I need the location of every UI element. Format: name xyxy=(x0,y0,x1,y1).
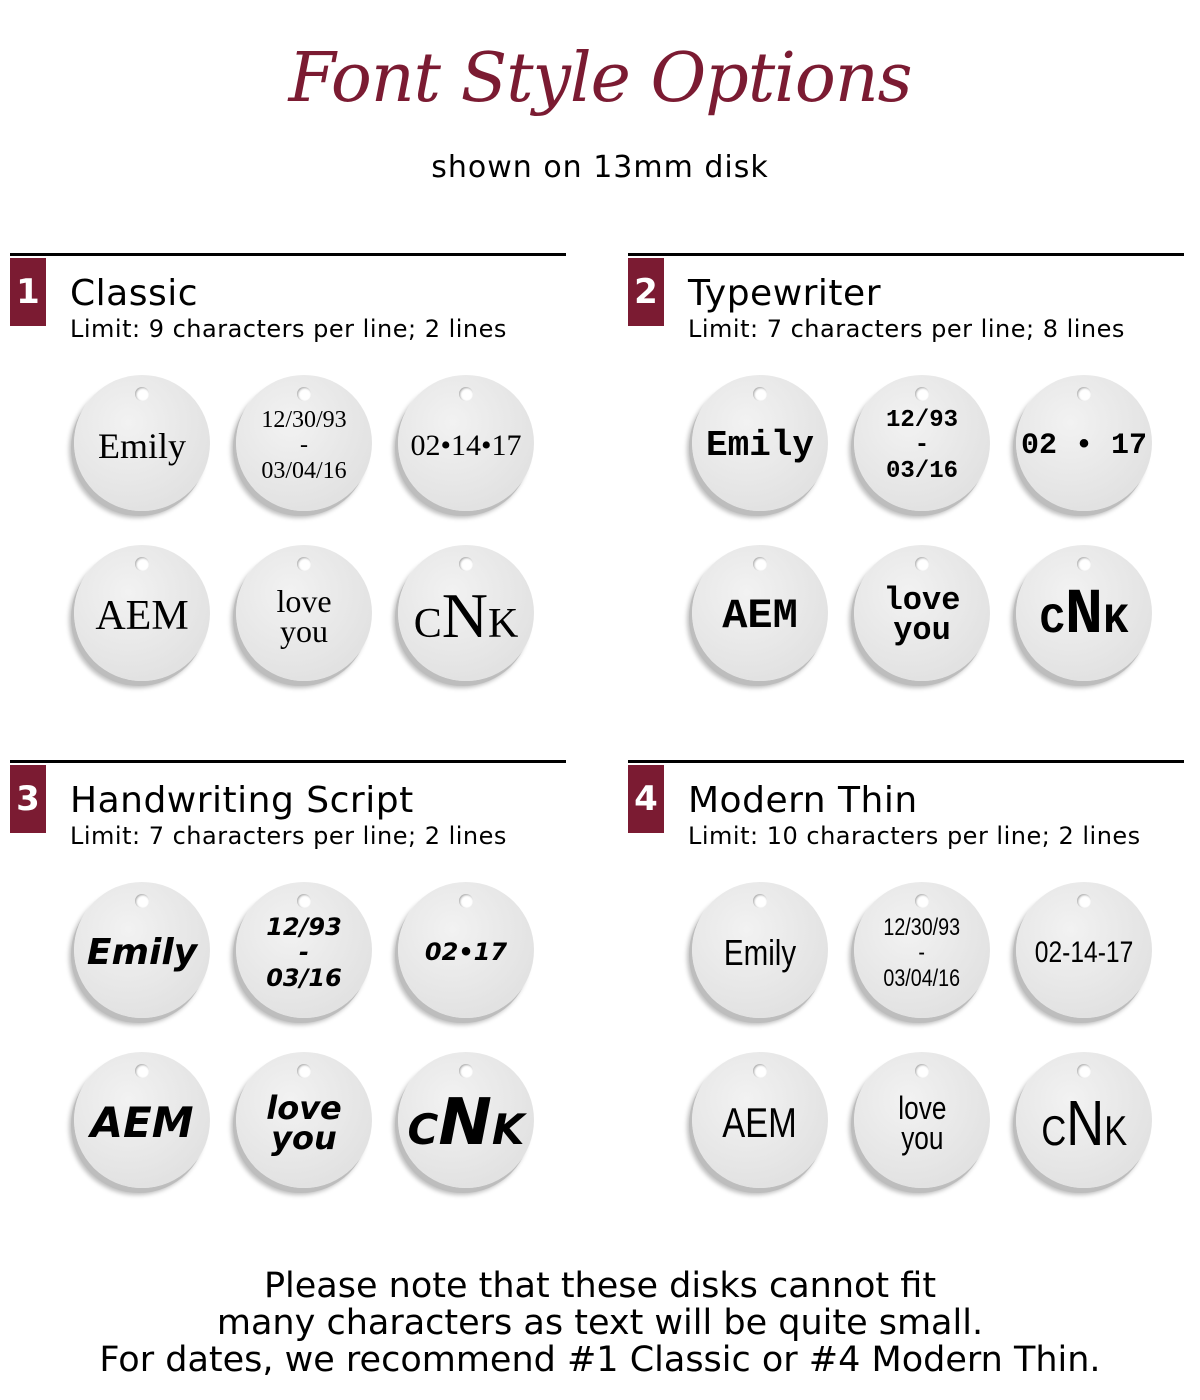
disk-text: 12/93 - 03/16 xyxy=(266,913,342,992)
section-limit: Limit: 7 characters per line; 8 lines xyxy=(688,315,1125,343)
disk-sample-short-date xyxy=(398,375,534,511)
disk-sample-short-date xyxy=(1016,882,1152,1018)
disk-sample-initials xyxy=(692,545,828,681)
monogram-letter: N xyxy=(441,580,488,651)
disk-hole xyxy=(1077,1064,1091,1078)
disk-samples xyxy=(692,375,1172,695)
font-section-handwriting-script xyxy=(10,760,570,1220)
disk-text: Emily xyxy=(86,932,198,973)
section-number: 3 xyxy=(10,765,46,833)
disk-text: love you xyxy=(897,1089,947,1156)
disk-text: AEM xyxy=(90,1098,194,1147)
disk-sample-initials xyxy=(74,545,210,681)
section-limit: Limit: 10 characters per line; 2 lines xyxy=(688,822,1141,850)
disk-hole xyxy=(297,387,311,401)
monogram-letter: K xyxy=(491,1105,525,1154)
disk-hole xyxy=(459,1064,473,1078)
section-number: 4 xyxy=(628,765,664,833)
disk-text: 02-14-17 xyxy=(1034,936,1134,969)
disk-sample-short-date xyxy=(1016,375,1152,511)
section-limit: Limit: 7 characters per line; 2 lines xyxy=(70,822,507,850)
disk-hole xyxy=(297,894,311,908)
section-number: 1 xyxy=(10,258,46,326)
disk-samples xyxy=(692,882,1172,1202)
section-title: Classic xyxy=(70,273,199,314)
disk-text: love you xyxy=(266,1088,342,1157)
page-title: Font Style Options xyxy=(288,39,912,118)
disk-sample-monogram xyxy=(1016,1052,1152,1188)
disk-hole xyxy=(753,387,767,401)
monogram xyxy=(1041,1087,1127,1159)
monogram-letter: N xyxy=(438,1086,492,1160)
disk-text: 12/30/93 - 03/04/16 xyxy=(883,914,961,992)
disk-hole xyxy=(915,1064,929,1078)
disk-sample-phrase xyxy=(236,545,372,681)
disk-text: Emily xyxy=(98,426,186,466)
disk-hole xyxy=(753,894,767,908)
monogram-letter: C xyxy=(1041,1107,1066,1154)
disk-hole xyxy=(459,387,473,401)
disk-sample-name xyxy=(692,375,828,511)
section-limit: Limit: 9 characters per line; 2 lines xyxy=(70,315,507,343)
disk-hole xyxy=(1077,557,1091,571)
section-divider xyxy=(10,253,566,256)
monogram xyxy=(1039,580,1129,652)
disk-text: 12/30/93 - 03/04/16 xyxy=(261,407,347,484)
font-section-modern-thin xyxy=(628,760,1188,1220)
monogram-letter: C xyxy=(407,1105,439,1154)
footer-line: Please note that these disks cannot fit xyxy=(263,1266,937,1306)
section-title: Modern Thin xyxy=(688,780,918,821)
disk-text: 02 • 17 xyxy=(1020,429,1148,463)
disk-sample-date xyxy=(854,375,990,511)
monogram-letter: K xyxy=(1103,1107,1127,1154)
monogram-letter: N xyxy=(1064,580,1104,652)
disk-sample-date xyxy=(854,882,990,1018)
monogram-letter: C xyxy=(413,601,442,647)
disk-sample-phrase xyxy=(854,545,990,681)
disk-samples xyxy=(74,882,554,1202)
disk-sample-monogram xyxy=(398,1052,534,1188)
section-divider xyxy=(10,760,566,763)
disk-sample-monogram xyxy=(398,545,534,681)
font-section-typewriter xyxy=(628,253,1188,713)
disk-hole xyxy=(753,557,767,571)
section-title: Handwriting Script xyxy=(70,780,414,821)
disk-sample-phrase xyxy=(236,1052,372,1188)
disk-sample-name xyxy=(74,375,210,511)
disk-hole xyxy=(753,1064,767,1078)
disk-sample-initials xyxy=(692,1052,828,1188)
font-section-classic xyxy=(10,253,570,713)
disk-text: 02•14•17 xyxy=(410,429,522,462)
disk-sample-name xyxy=(692,882,828,1018)
disk-text: love you xyxy=(276,582,332,649)
disk-text: Emily xyxy=(723,932,797,973)
disk-text: love you xyxy=(883,581,961,649)
disk-hole xyxy=(135,894,149,908)
section-divider xyxy=(628,253,1184,256)
monogram-letter: K xyxy=(487,601,519,647)
disk-hole xyxy=(459,557,473,571)
disk-hole xyxy=(915,387,929,401)
disk-hole xyxy=(1077,387,1091,401)
disk-hole xyxy=(135,1064,149,1078)
disk-hole xyxy=(1077,894,1091,908)
disk-hole xyxy=(915,557,929,571)
page-subtitle: shown on 13mm disk xyxy=(431,150,769,185)
disk-hole xyxy=(297,1064,311,1078)
section-title: Typewriter xyxy=(688,273,881,314)
disk-hole xyxy=(459,894,473,908)
disk-hole xyxy=(915,894,929,908)
disk-hole xyxy=(135,387,149,401)
footer-line: For dates, we recommend #1 Classic or #4 Modern Thin. xyxy=(99,1339,1101,1380)
disk-text: Emily xyxy=(705,425,815,466)
disk-sample-date xyxy=(236,375,372,511)
section-divider xyxy=(628,760,1184,763)
disk-sample-date xyxy=(236,882,372,1018)
footer-note xyxy=(0,1268,1200,1378)
monogram xyxy=(407,1086,525,1160)
monogram xyxy=(413,580,519,651)
disk-text: 02•17 xyxy=(424,938,508,967)
disk-text: AEM xyxy=(722,592,798,640)
disk-hole xyxy=(297,557,311,571)
monogram-letter: K xyxy=(1103,597,1129,645)
disk-hole xyxy=(135,557,149,571)
disk-sample-short-date xyxy=(398,882,534,1018)
section-number: 2 xyxy=(628,258,664,326)
disk-sample-initials xyxy=(74,1052,210,1188)
disk-sample-phrase xyxy=(854,1052,990,1188)
disk-text: AEM xyxy=(722,1099,798,1146)
disk-samples xyxy=(74,375,554,695)
disk-text: 12/93 - 03/16 xyxy=(885,407,958,485)
monogram-letter: N xyxy=(1065,1087,1104,1159)
monogram-letter: C xyxy=(1039,597,1065,645)
disk-sample-monogram xyxy=(1016,545,1152,681)
disk-text: AEM xyxy=(95,593,189,639)
disk-sample-name xyxy=(74,882,210,1018)
footer-line: many characters as text will be quite small. xyxy=(216,1302,984,1343)
